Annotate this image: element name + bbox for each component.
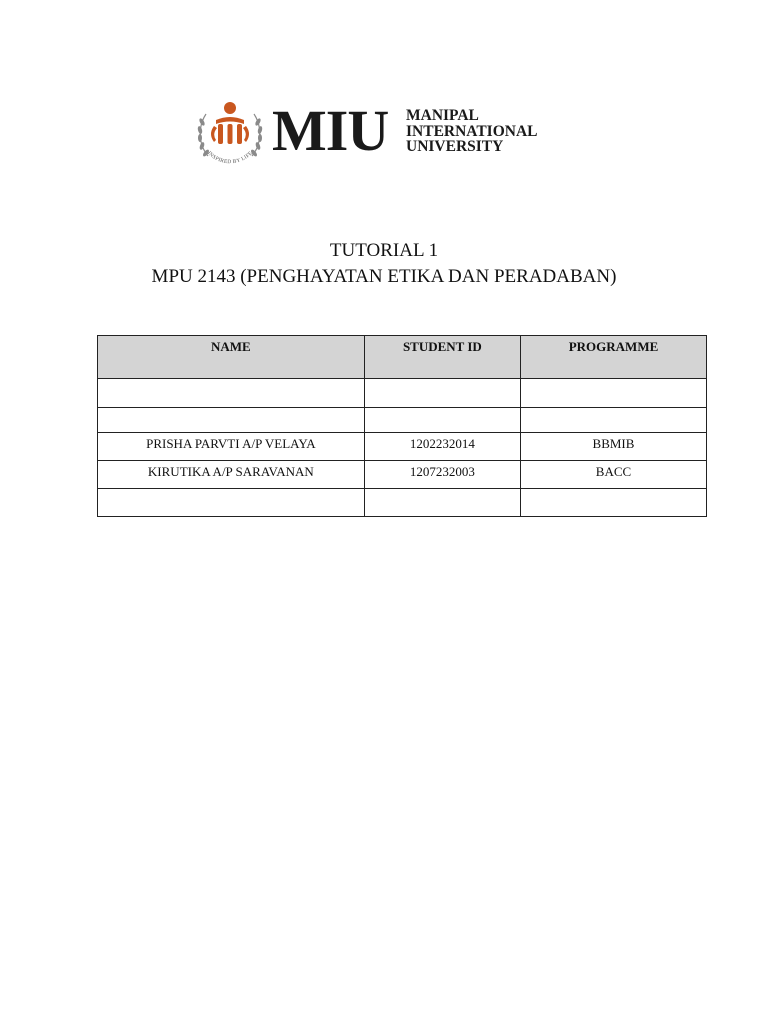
cell-programme: BACC [520, 461, 706, 489]
cell-programme [520, 379, 706, 408]
logo-name-line-1: MANIPAL [406, 107, 479, 124]
header-student-id: STUDENT ID [364, 336, 520, 379]
cell-name: PRISHA PARVTI A/P VELAYA [98, 433, 365, 461]
title-line-course: MPU 2143 (PENGHAYATAN ETIKA DAN PERADABAN) [151, 266, 617, 287]
cell-name [98, 408, 365, 433]
cell-name [98, 379, 365, 408]
header-name: NAME [98, 336, 365, 379]
cell-name: KIRUTIKA A/P SARAVANAN [98, 461, 365, 489]
cell-student-id [364, 379, 520, 408]
cell-programme [520, 489, 706, 517]
cell-student-id [364, 489, 520, 517]
table-row [98, 408, 707, 433]
title-line-tutorial: TUTORIAL 1 [329, 240, 439, 261]
logo-name-line-2: INTERNATIONAL [406, 122, 538, 140]
university-logo [194, 96, 564, 176]
cell-student-id: 1207232003 [364, 461, 520, 489]
table-row [98, 461, 707, 489]
table-row [98, 433, 707, 461]
table-row [98, 379, 707, 408]
table-header-row [98, 336, 707, 379]
logo-name-line-3: UNIVERSITY [406, 138, 504, 155]
cell-name [98, 489, 365, 517]
table-row [98, 489, 707, 517]
header-programme: PROGRAMME [520, 336, 706, 379]
university-emblem-icon [194, 96, 266, 176]
logo-university-name [406, 108, 538, 155]
cell-student-id: 1202232014 [364, 433, 520, 461]
student-table [97, 335, 707, 517]
logo-tagline: INSPIRED BY LIFE [206, 150, 254, 166]
logo-mark: MIU [272, 98, 389, 163]
svg-text:INSPIRED BY LIFE [206, 150, 254, 165]
cell-student-id [364, 408, 520, 433]
cell-programme: BBMIB [520, 433, 706, 461]
cell-programme [520, 408, 706, 433]
document-title [0, 238, 768, 290]
